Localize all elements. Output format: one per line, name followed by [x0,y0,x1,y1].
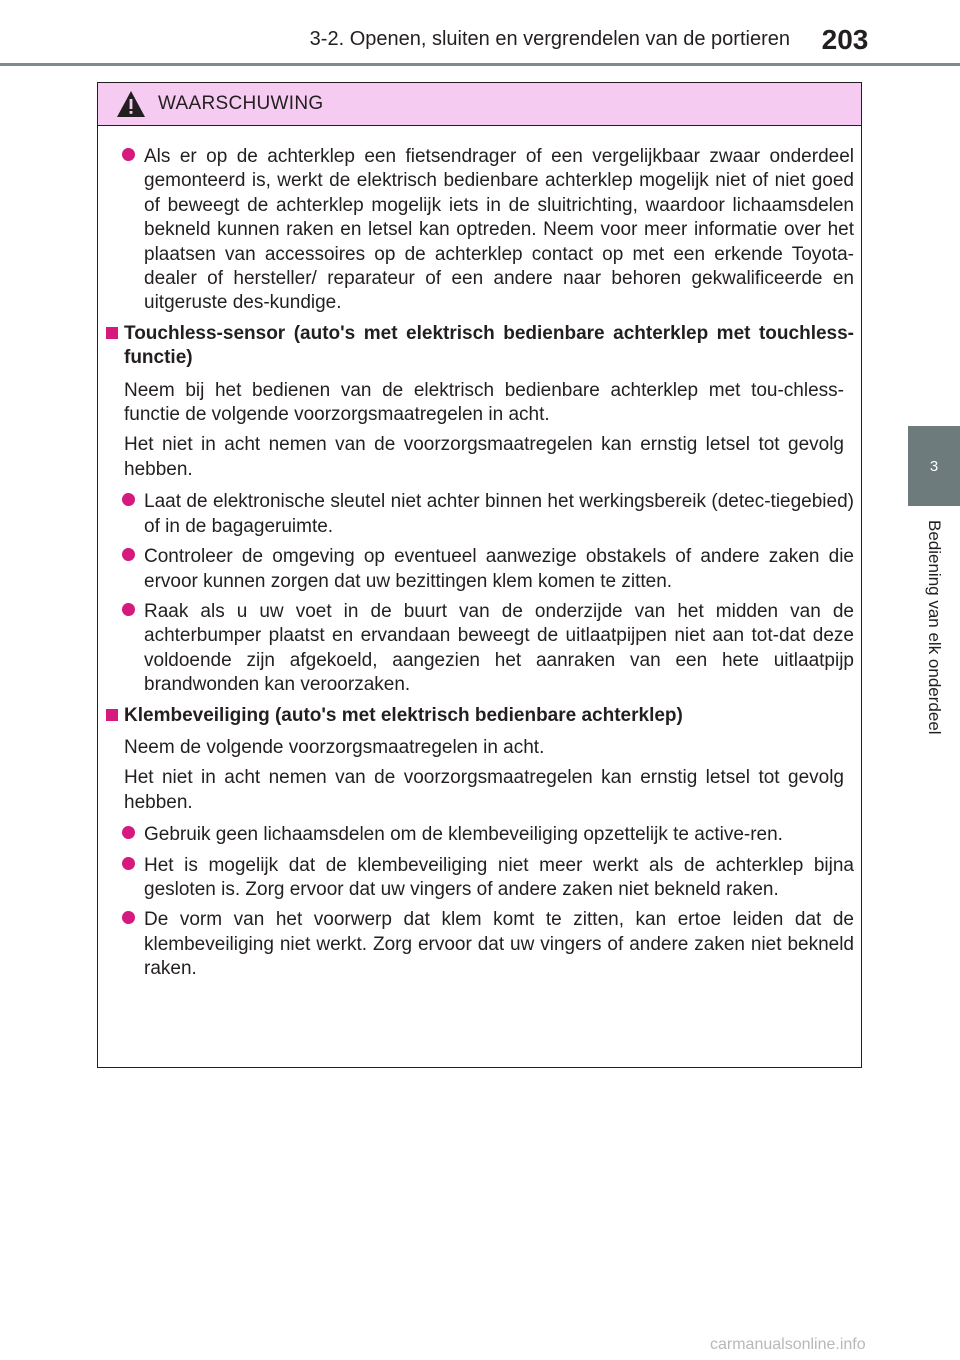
section-heading-text: Touchless-sensor (auto's met elektrisch bedienbare achterklep met touchless-functie) [124,322,854,369]
page-number: 203 [821,24,869,55]
warning-triangle-icon [116,90,146,118]
bullet-dot-icon [122,603,135,616]
list-item [144,490,854,539]
warning-content [98,145,863,988]
list-item [144,600,854,698]
bullet-dot-icon [122,826,135,839]
bullet-dot-icon [122,148,135,161]
paragraph: Neem bij het bedienen van de elektrisch bedienbare achterklep met tou-chless-functie de volgende voorzorgsmaatregelen in acht. [124,379,844,426]
list-item-text: Raak als u uw voet in de buurt van de onderzijde van het midden van de achterbumper plaatst en ervandaan beweegt de uitlaatpijpen niet aan tot-dat deze voldoende zijn afgekoeld, aangezien het aanraken van een hete uitlaatpijp brandwonden kan veroorzaken. [144,600,854,696]
chapter-number: 3 [929,457,939,475]
warning-box [97,82,862,1068]
list-item [144,145,854,316]
list-item-text: Controleer de omgeving op eventueel aanwezige obstakels of andere zaken die ervoor kunnen zorgen dat uw bezittingen klem komen te zitten. [144,546,854,592]
watermark: carmanualsonline.info [710,1336,866,1353]
list-item-text: Het is mogelijk dat de klembeveiliging niet meer werkt als de achterklep bijna gesloten is. Zorg ervoor dat uw vingers of andere zaken niet bekneld raken. [144,854,854,900]
list-item-text: Gebruik geen lichaamsdelen om de klembeveiliging opzettelijk te active-ren. [144,824,783,846]
list-item [144,823,854,847]
list-item-text: Als er op de achterklep een fietsendrager of een vergelijkbaar zwaar onderdeel gemonteerd is, werkt de elektrisch bedienbare achterklep mogelijk niet of niet goed of beweegt de achterklep mogelijk iets in de sluitrichting, waardoor lichaamsdelen bekneld kunnen raken en letsel kan optreden. Neem voor meer informatie over het plaatsen van accessoires op de achterklep contact op met een erkende Toyota-dealer of hersteller/ reparateur of een andere naar behoren gekwalificeerde en uitgeruste des-kundige. [144,146,854,314]
bullet-dot-icon [122,911,135,924]
square-bullet-icon [106,327,118,339]
section-heading-klembeveiliging [124,704,854,728]
warning-title: WAARSCHUWING [158,93,324,114]
section-heading-text: Klembeveiliging (auto's met elektrisch bedienbare achterklep) [124,704,683,726]
bullet-dot-icon [122,548,135,561]
paragraph: Het niet in acht nemen van de voorzorgsmaatregelen kan ernstig letsel tot gevolg hebben. [124,767,844,813]
list-item-text: De vorm van het voorwerp dat klem komt te zitten, kan ertoe leiden dat de klembeveiliging niet werkt. Zorg ervoor dat uw vingers of andere zaken niet bekneld raken. [144,909,854,980]
header-rule [0,63,960,66]
list-item-text: Laat de elektronische sleutel niet achter binnen het werkingsbereik (detec-tiegebied) of in de bagageruimte. [144,491,854,537]
list-item [144,908,854,981]
paragraph: Neem de volgende voorzorgsmaatregelen in acht. [124,736,545,758]
list-item [144,854,854,903]
paragraph: Het niet in acht nemen van de voorzorgsmaatregelen kan ernstig letsel tot gevolg hebben. [124,434,844,480]
section-heading-touchless [124,322,854,371]
running-header-title: 3-2. Openen, sluiten en vergrendelen van de portieren [309,28,790,50]
warning-header [98,83,861,126]
bullet-dot-icon [122,857,135,870]
bullet-dot-icon [122,493,135,506]
chapter-tab [908,426,960,506]
list-item [144,545,854,594]
square-bullet-icon [106,709,118,721]
chapter-label: Bediening van elk onderdeel [925,520,944,735]
